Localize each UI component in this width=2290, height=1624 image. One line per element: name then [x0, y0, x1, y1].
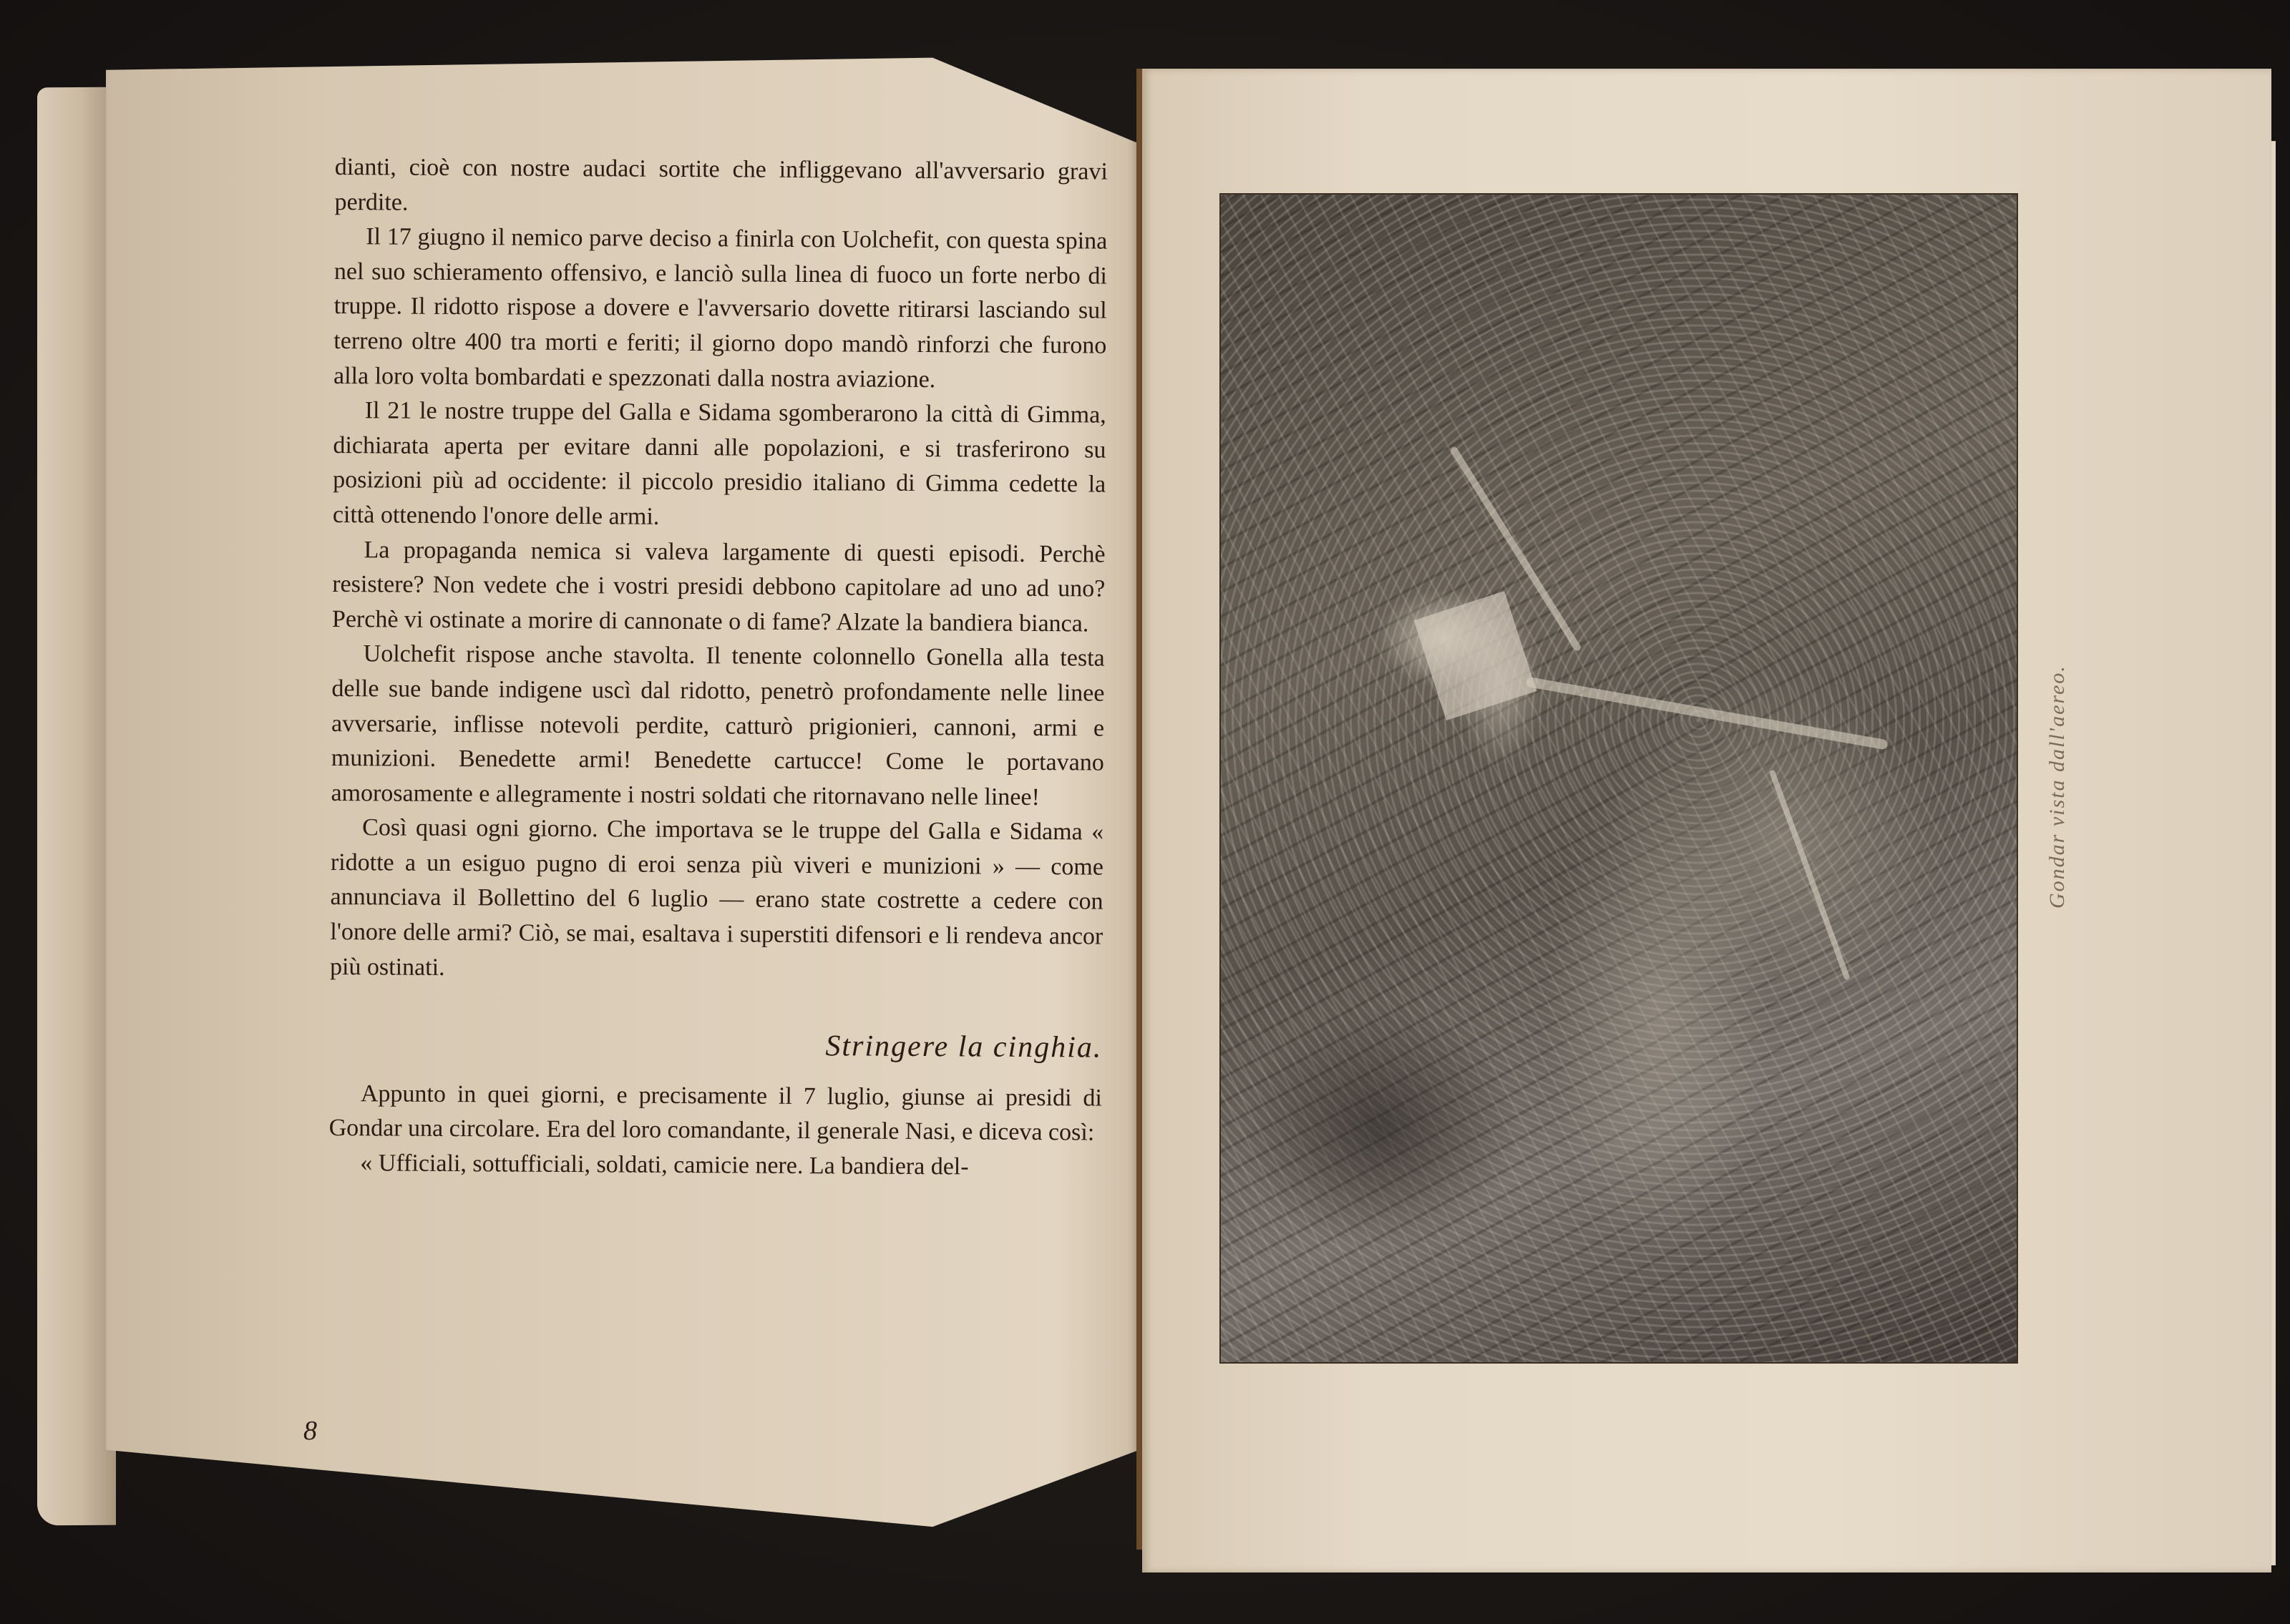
photo-road [1525, 677, 1887, 750]
paragraph: La propaganda nemica si valeva largamente di questi episodi. Perchè resistere? Non vedete che i vostri presidi debbono capitolare ad uno ad uno? Perchè vi ostinate a morire di cannonate o di fame? Alzate la bandiera bianca. [331, 536, 1106, 637]
photo-caption: Gondar vista dall'aereo. [2045, 665, 2069, 909]
paragraph: Il 17 giugno il nemico parve deciso a finirla con Uolchefit, con questa spina nel suo schieramento offensivo, e lanciò sulla linea di fuoco un forte nerbo di truppe. Il ridotto rispose a dovere e l'avversario dovette ritirarsi lasciando sul terreno oltre 400 tra morti e feriti; il giorno dopo mandò rinforzi che furono alla loro volta bombardati e spezzonati dalla nostra aviazione. [333, 223, 1108, 393]
underlying-leaf-left [37, 87, 116, 1526]
body-text [328, 150, 1108, 1185]
paragraph: dianti, cioè con nostre audaci sortite che infliggevano all'avversario gravi perdite. [334, 153, 1108, 216]
paragraph: Il 21 le nostre truppe del Galla e Sidama sgomberarono la città di Gimma, dichiarata aperta per evitare danni alle popolazioni, e si trasferirono su posizioni più ad occidente: il piccolo presidio italiano di Gimma cedette la città ottenendo l'onore delle armi. [332, 397, 1106, 530]
paragraph: « Ufficiali, sottufficiali, soldati, camicie nere. La bandiera del- [360, 1150, 969, 1180]
photo-road [1769, 769, 1851, 980]
page-number: 8 [303, 1416, 317, 1446]
book-gutter [1136, 69, 1142, 1550]
paragraph: Uolchefit rispose anche stavolta. Il tenente colonnello Gonella alla testa delle sue bande indigene uscì dal ridotto, penetrò profondamente nelle linee avversarie, inflisse notevoli perdite, catturò prigionieri, cannoni, armi e munizioni. Benedette armi! Benedette cartucce! Come le portavano amorosamente e allegramente i nostri soldati che ritornavano nelle linee! [331, 640, 1105, 811]
aerial-photo [1221, 195, 2017, 1362]
paragraph: Appunto in quei giorni, e precisamente il 7 luglio, giunse ai presidi di Gondar una circolare. Era del loro comandante, il generale Nasi, e diceva così: [328, 1080, 1103, 1146]
paragraph: Così quasi ogni giorno. Che importava se le truppe del Galla e Sidama « ridotte a un esiguo pugno di eroi senza più viveri e munizioni » — come annunciava il Bollettino del 6 luglio — erano state costrette a cedere con l'onore delle armi? Ciò, se mai, esaltava i superstiti difensori e li rendeva ancor più ostinati. [329, 814, 1104, 981]
section-heading: Stringere la cinghia. [825, 1029, 1103, 1065]
photo-building [1414, 591, 1537, 720]
